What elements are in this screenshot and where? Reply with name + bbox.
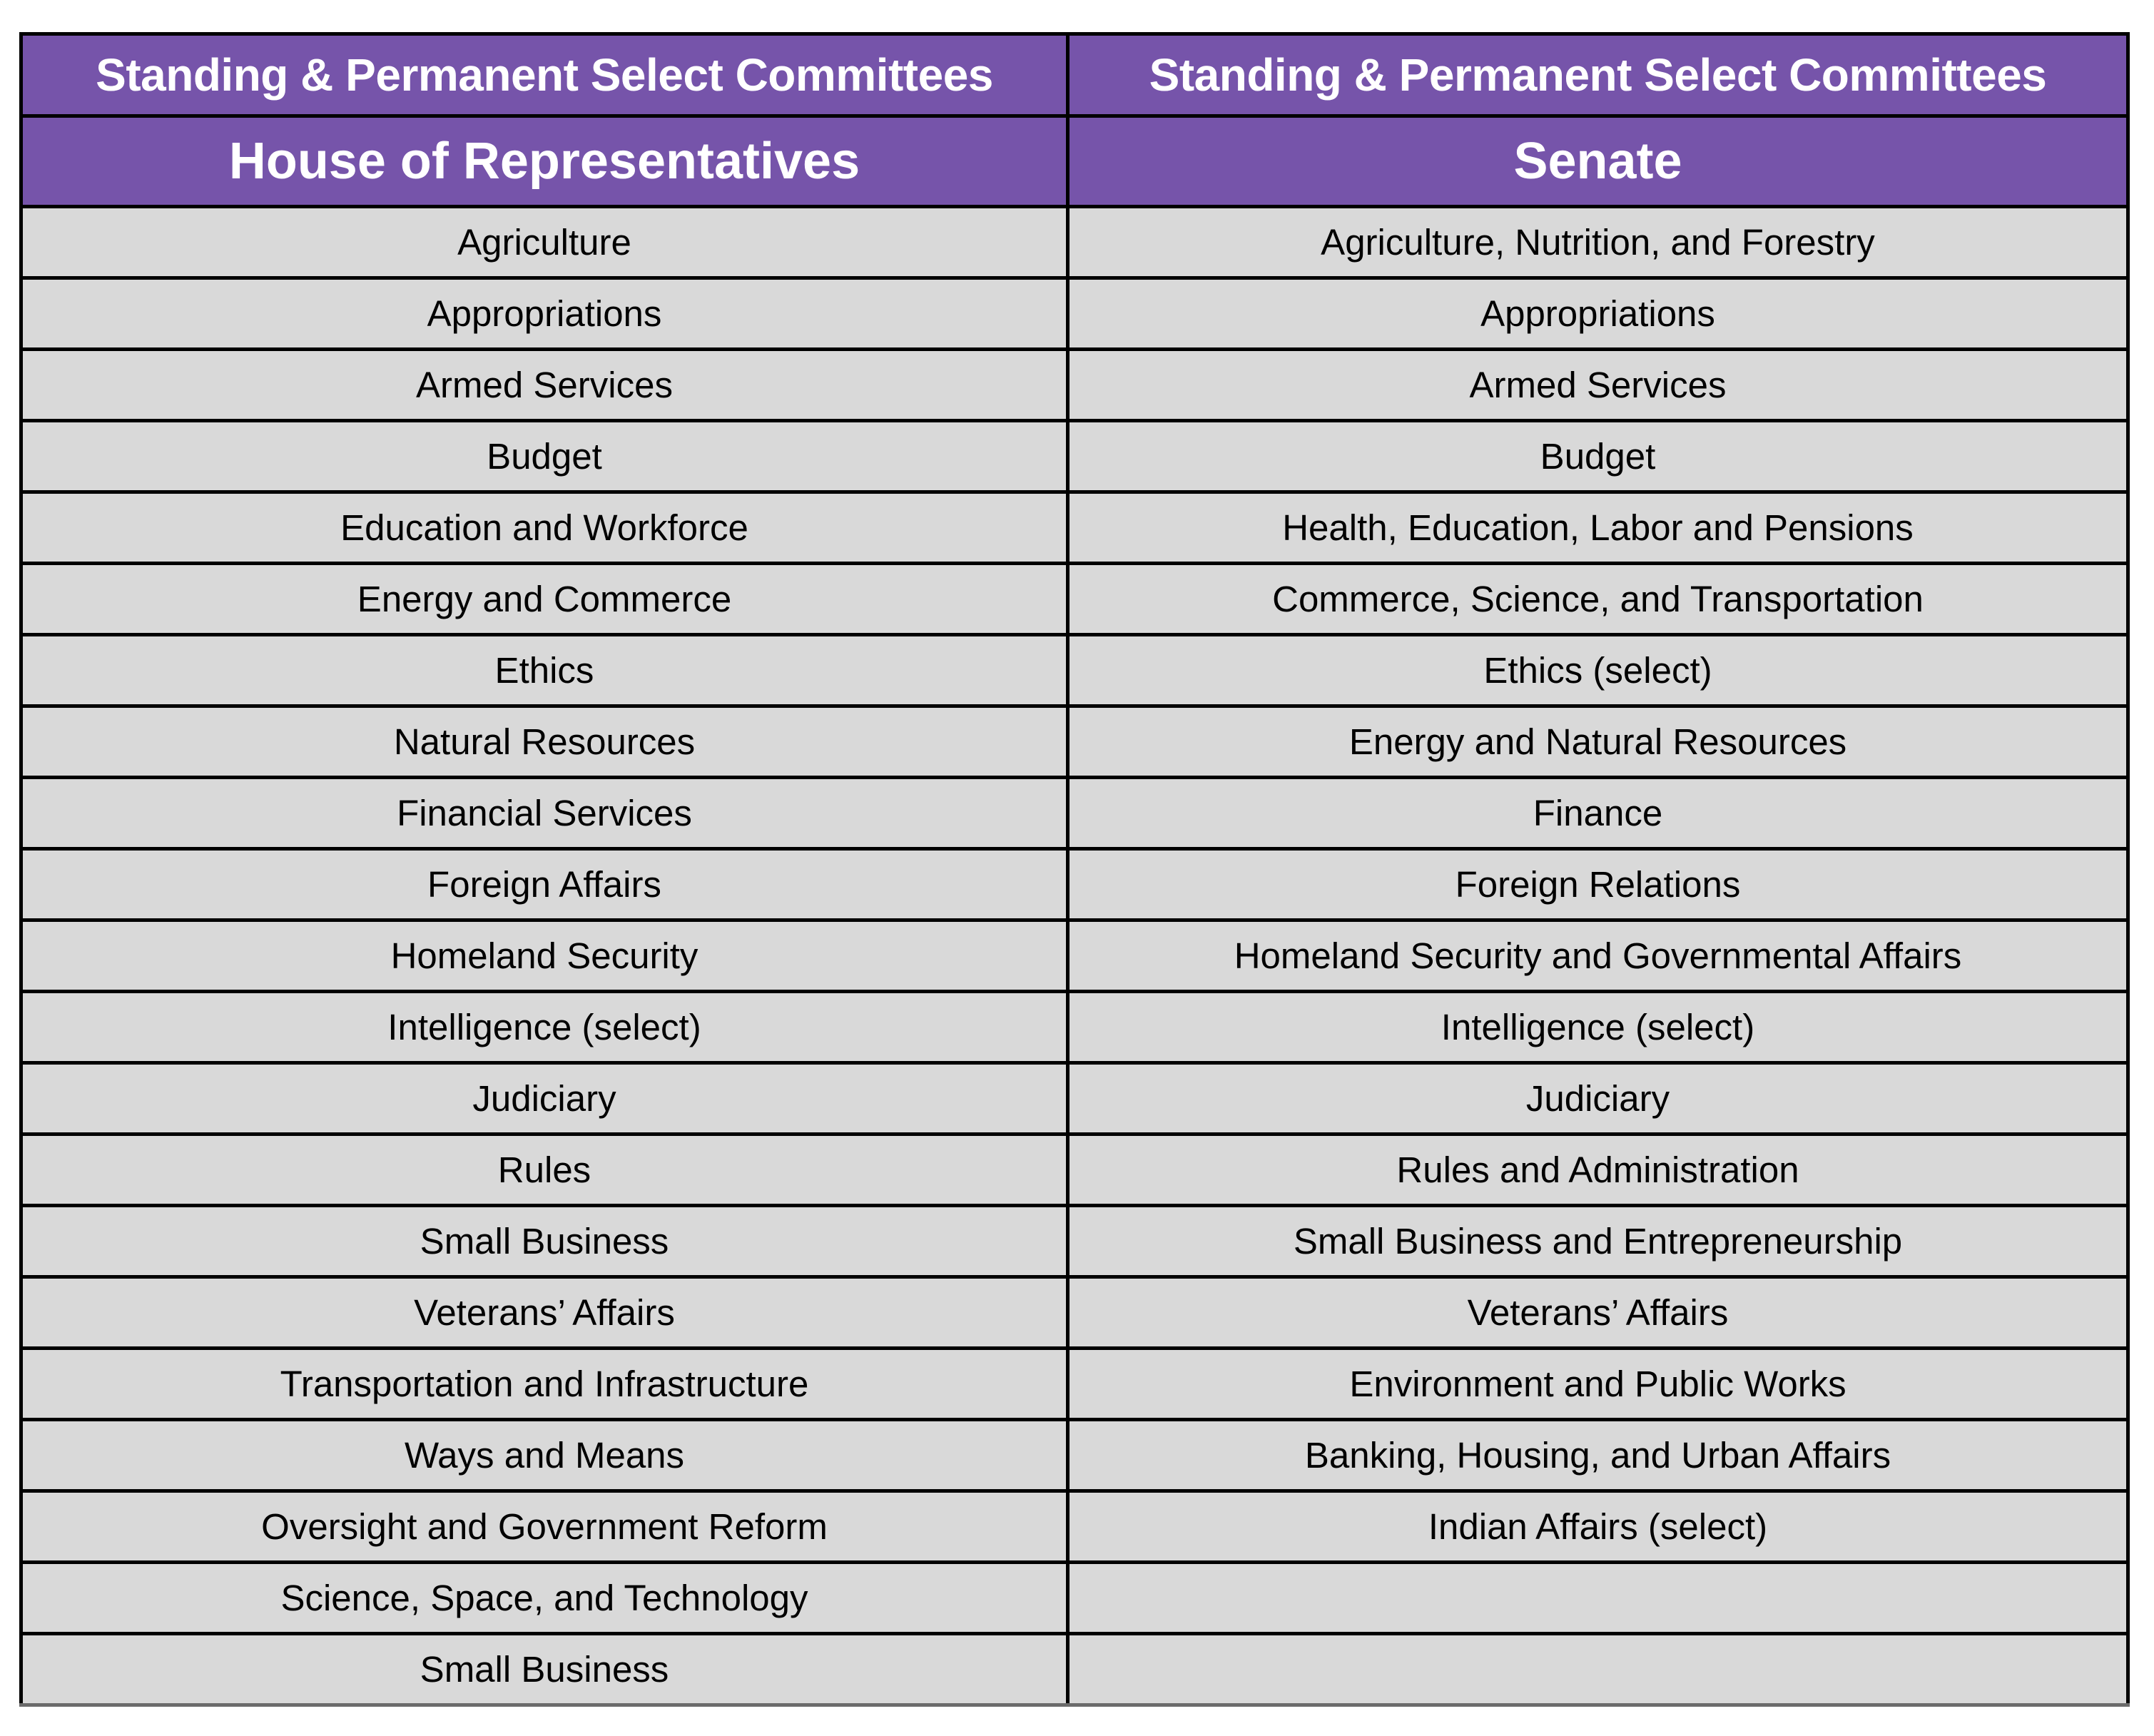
committees-comparison-table <box>19 32 2130 1707</box>
house-committee-cell: Financial Services <box>21 778 1068 849</box>
house-committee-cell: Natural Resources <box>21 706 1068 778</box>
house-committee-cell: Small Business <box>21 1206 1068 1277</box>
house-committee-cell: Science, Space, and Technology <box>21 1563 1068 1634</box>
house-committee-cell: Transportation and Infrastructure <box>21 1349 1068 1420</box>
table-row <box>21 1277 2128 1349</box>
senate-committee-cell: Agriculture, Nutrition, and Forestry <box>1068 207 2128 278</box>
house-committee-cell: Ways and Means <box>21 1420 1068 1491</box>
senate-committee-cell: Appropriations <box>1068 278 2128 350</box>
table-row <box>21 207 2128 278</box>
senate-committee-cell: Foreign Relations <box>1068 849 2128 920</box>
senate-committee-cell: Veterans’ Affairs <box>1068 1277 2128 1349</box>
senate-committee-cell: Energy and Natural Resources <box>1068 706 2128 778</box>
house-committee-type-header: Standing & Permanent Select Committees <box>21 34 1068 116</box>
senate-committee-cell: Commerce, Science, and Transportation <box>1068 564 2128 635</box>
house-committee-cell: Veterans’ Affairs <box>21 1277 1068 1349</box>
house-committee-cell: Energy and Commerce <box>21 564 1068 635</box>
senate-committee-cell: Budget <box>1068 421 2128 492</box>
table-row <box>21 564 2128 635</box>
senate-committee-cell: Indian Affairs (select) <box>1068 1491 2128 1563</box>
table-row <box>21 350 2128 421</box>
senate-committee-cell: Homeland Security and Governmental Affairs <box>1068 920 2128 992</box>
table-row <box>21 849 2128 920</box>
senate-committee-cell: Small Business and Entrepreneurship <box>1068 1206 2128 1277</box>
table-row <box>21 1634 2128 1705</box>
senate-committee-cell: Finance <box>1068 778 2128 849</box>
senate-committee-cell: Environment and Public Works <box>1068 1349 2128 1420</box>
house-committee-cell: Armed Services <box>21 350 1068 421</box>
house-committee-cell: Appropriations <box>21 278 1068 350</box>
table-row <box>21 635 2128 706</box>
header-row-committee-type <box>21 34 2128 116</box>
table-row <box>21 778 2128 849</box>
senate-committee-cell-empty <box>1068 1634 2128 1705</box>
table-row <box>21 1491 2128 1563</box>
table-row <box>21 992 2128 1063</box>
senate-chamber-header: Senate <box>1068 116 2128 207</box>
senate-committee-cell: Armed Services <box>1068 350 2128 421</box>
house-committee-cell: Small Business <box>21 1634 1068 1705</box>
house-committee-cell: Oversight and Government Reform <box>21 1491 1068 1563</box>
house-committee-cell: Education and Workforce <box>21 492 1068 564</box>
table-row <box>21 492 2128 564</box>
table-row <box>21 1063 2128 1135</box>
house-committee-cell: Homeland Security <box>21 920 1068 992</box>
senate-committee-cell: Banking, Housing, and Urban Affairs <box>1068 1420 2128 1491</box>
senate-committee-cell: Ethics (select) <box>1068 635 2128 706</box>
house-committee-cell: Foreign Affairs <box>21 849 1068 920</box>
senate-committee-type-header: Standing & Permanent Select Committees <box>1068 34 2128 116</box>
table-row <box>21 278 2128 350</box>
senate-committee-cell: Rules and Administration <box>1068 1135 2128 1206</box>
table-row <box>21 706 2128 778</box>
table-row <box>21 1563 2128 1634</box>
table-row <box>21 1135 2128 1206</box>
house-committee-cell: Intelligence (select) <box>21 992 1068 1063</box>
house-chamber-header: House of Representatives <box>21 116 1068 207</box>
house-committee-cell: Budget <box>21 421 1068 492</box>
house-committee-cell: Judiciary <box>21 1063 1068 1135</box>
senate-committee-cell-empty <box>1068 1563 2128 1634</box>
table-row <box>21 421 2128 492</box>
header-row-chamber <box>21 116 2128 207</box>
house-committee-cell: Agriculture <box>21 207 1068 278</box>
table-row <box>21 1349 2128 1420</box>
senate-committee-cell: Intelligence (select) <box>1068 992 2128 1063</box>
house-committee-cell: Ethics <box>21 635 1068 706</box>
table-body <box>21 207 2128 1705</box>
table-row <box>21 1420 2128 1491</box>
house-committee-cell: Rules <box>21 1135 1068 1206</box>
senate-committee-cell: Judiciary <box>1068 1063 2128 1135</box>
table-row <box>21 920 2128 992</box>
table-header <box>21 34 2128 207</box>
senate-committee-cell: Health, Education, Labor and Pensions <box>1068 492 2128 564</box>
table-row <box>21 1206 2128 1277</box>
